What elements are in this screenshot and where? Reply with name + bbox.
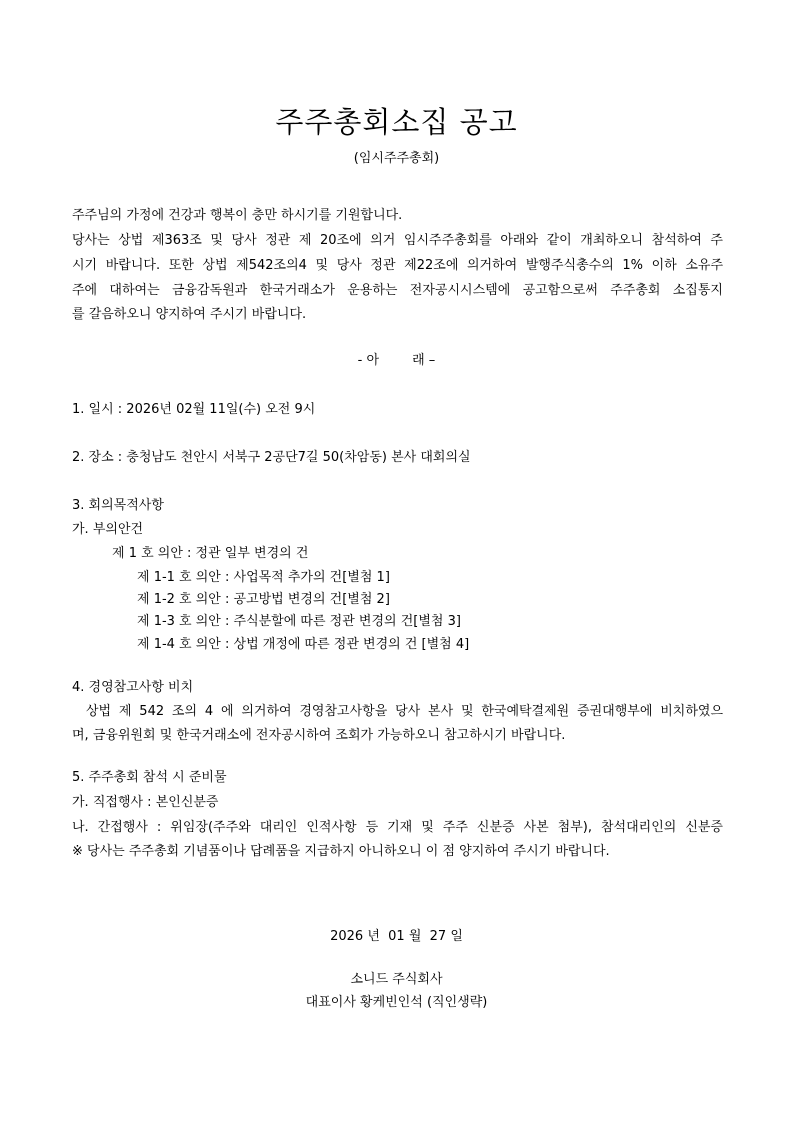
- intro-line: 를 갈음하오니 양지하여 주시기 바랍니다.: [72, 307, 307, 322]
- item-reference-heading: 4. 경영참고사항 비치: [72, 680, 194, 695]
- item-date: 1. 일시 : 2026년 02월 11일(수) 오전 9시: [72, 402, 316, 417]
- page-subtitle: (임시주주총회): [353, 151, 440, 166]
- item-agenda-heading: 3. 회의목적사항: [72, 498, 164, 513]
- separator-text: - 아 래 –: [357, 353, 436, 368]
- intro-line: 당사는 상법 제363조 및 당사 정관 제 20조에 의거 임시주주총회를 아래와 같이 개최하오니 참석하여 주: [72, 233, 723, 248]
- item-preparation-heading: 5. 주주총회 참석 시 준비물: [72, 770, 227, 785]
- greeting-text: 주주님의 가정에 건강과 행복이 충만 하시기를 기원합니다.: [72, 208, 403, 223]
- representative-name: 대표이사 황케빈인석 (직인생략): [305, 995, 488, 1010]
- page-title: 주주총회소집 공고: [275, 105, 518, 139]
- proxy-attendance-text: 나. 간접행사 : 위임장(주주와 대리인 인적사항 등 기재 및 주주 신분증 사본 첨부), 참석대리인의 신분증: [72, 820, 723, 835]
- agenda-sub-item: 제 1-1 호 의안 : 사업목적 추가의 건[별첨 1]: [137, 570, 390, 585]
- notice-date: 2026 년 01 월 27 일: [330, 929, 463, 944]
- agenda-main-item: 제 1 호 의안 : 정관 일부 변경의 건: [112, 546, 309, 561]
- agenda-sub-item: 제 1-4 호 의안 : 상법 개정에 따른 정관 변경의 건 [별첨 4]: [137, 637, 470, 652]
- item-location: 2. 장소 : 충청남도 천안시 서북구 2공단7길 50(차암동) 본사 대회의실: [72, 450, 471, 465]
- agenda-subheading: 가. 부의안건: [72, 522, 144, 537]
- intro-line: 주에 대하여는 금융감독원과 한국거래소가 운용하는 전자공시시스템에 공고함으로써 주주총회 소집통지: [72, 283, 723, 298]
- direct-attendance-text: 가. 직접행사 : 본인신분증: [72, 795, 219, 810]
- gift-notice-text: ※ 당사는 주주총회 기념품이나 답례품을 지급하지 아니하오니 이 점 양지하여 주시기 바랍니다.: [72, 844, 610, 859]
- agenda-sub-item: 제 1-2 호 의안 : 공고방법 변경의 건[별첨 2]: [137, 592, 390, 607]
- reference-body-line: 며, 금융위원회 및 한국거래소에 전자공시하여 조회가 가능하오니 참고하시기 바랍니다.: [72, 728, 566, 743]
- intro-line: 시기 바랍니다. 또한 상법 제542조의4 및 당사 정관 제22조에 의거하여 발행주식총수의 1% 이하 소유주: [72, 258, 723, 273]
- agenda-sub-item: 제 1-3 호 의안 : 주식분할에 따른 정관 변경의 건[별첨 3]: [137, 614, 461, 629]
- company-name: 소니드 주식회사: [350, 972, 443, 987]
- reference-body-line: 상법 제 542 조의 4 에 의거하여 경영참고사항을 당사 본사 및 한국예탁결제원 증권대행부에 비치하였으: [86, 704, 723, 719]
